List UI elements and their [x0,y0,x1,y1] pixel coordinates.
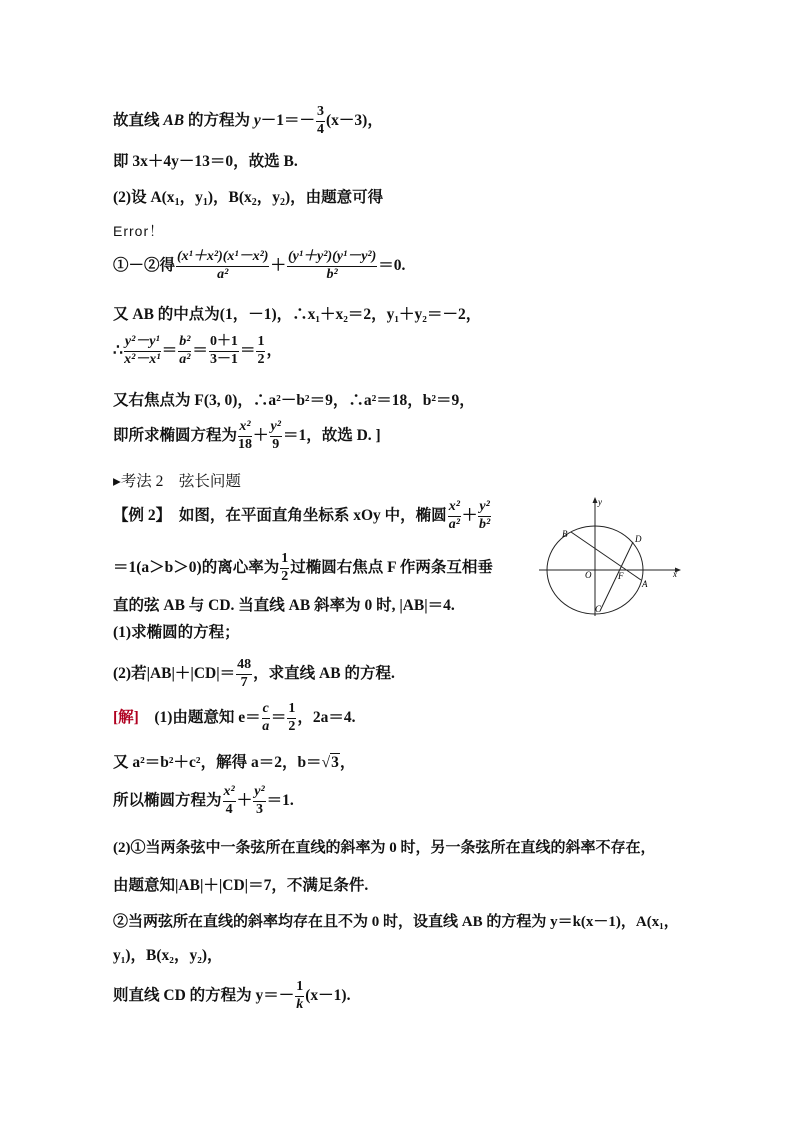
text: 【例 2】 如图，在平面直角坐标系 xOy 中，椭圆 [113,506,447,524]
radicand: 3 [331,754,339,771]
line-ellipse-result [113,420,381,452]
denominator: 3 [255,801,263,817]
subscript: 2 [251,197,257,208]
numerator: 48 [236,658,252,675]
chord-ab [571,532,641,580]
subscript: 1 [202,197,208,208]
line-focus: 又右焦点为 F(3, 0)，∴a²－b²＝9，∴a²＝18，b²＝9， [113,392,475,409]
line-error: Error！ [113,223,165,239]
line-cd-equation [113,980,350,1012]
text: AB [163,111,185,129]
solution-tag: [解] [113,708,139,726]
point-f-label: F [618,571,624,581]
text: ，2a＝4. [297,708,356,726]
fraction [253,785,265,817]
text: ＝ [161,341,178,359]
numerator: b² [178,335,191,352]
numerator: (x¹＋x²)(x¹－x²) [176,250,269,267]
numerator: 3 [316,105,325,122]
line-example [113,500,492,532]
text: ＝1. [266,791,294,809]
origin-label: O [585,570,592,580]
text: 故直线 [113,111,160,129]
y-axis-arrow [593,497,598,503]
text: ∴ [113,341,123,359]
y-axis-label: y [598,497,602,507]
denominator: 4 [317,121,324,137]
question-1: (1)求椭圆的方程； [113,624,240,641]
text: ＋ [270,256,286,274]
numerator: x² [238,420,252,437]
fraction [478,500,490,532]
numerator: 1 [256,335,265,352]
fraction [236,658,252,690]
fraction [280,552,289,584]
denominator: x²－x¹ [124,351,161,367]
line-subtract [113,250,405,282]
fraction [448,500,461,532]
solution-1 [113,702,356,734]
question-2 [113,658,395,690]
numerator: (y¹＋y²)(y¹－y²) [287,250,377,267]
denominator: a² [217,266,229,282]
solution-2-case-2: ②当两弦所在直线的斜率均存在且不为 0 时，设直线 AB 的方程为 y＝k(x－1)，A(x₁， [113,914,679,930]
text: )，B(x [207,189,252,206]
ellipse-figure [536,494,686,622]
line-midpoint: 又 AB 的中点为(1，－1)，∴x₁＋x₂＝2，y₁＋y₂＝－2， [113,306,482,323]
text: ， [339,754,356,771]
denominator: a [262,718,270,734]
text: ＋ [253,426,269,444]
text: ＝0. [378,256,406,274]
numerator: x² [448,500,461,517]
denominator: 7 [240,674,248,690]
fraction [238,420,252,452]
solution-2-case-1: (2)①当两条弦中一条弦所在直线的斜率为 0 时，另一条弦所在直线的斜率不存在， [113,840,656,856]
line-points: y₁)，B(x₂，y₂)， [113,947,223,964]
line-solve-ab [113,755,355,771]
subscript: 1 [174,197,180,208]
text: ＋ [461,506,478,524]
fraction [262,702,270,734]
denominator: 3－1 [209,351,238,367]
line-set-points [113,190,383,208]
line-answer-b: 即 3x＋4y－13＝0，故选 B. [113,153,298,170]
text: ＝1(a＞b＞0)的离心率为 [113,558,280,576]
fraction [316,105,325,137]
line-not-satisfy: 由题意知|AB|＋|CD|＝7，不满足条件. [113,877,369,894]
text: (1)由题意知 e＝ [138,708,261,726]
text: ＋ [236,791,253,809]
fraction [295,980,304,1012]
text: ＝ [239,341,256,359]
numerator: x² [223,785,236,802]
denominator: 2 [257,351,265,367]
text: ，y [179,189,203,206]
denominator: 2 [281,568,289,584]
point-d-label: D [635,534,642,544]
text: 过椭圆右焦点 F 作两条互相垂 [290,558,493,576]
numerator: c [262,702,270,719]
denominator: 2 [288,718,296,734]
denominator: b² [479,516,491,532]
numerator: y² [478,500,490,517]
fraction [287,250,377,282]
denominator: 4 [225,801,233,817]
numerator: y² [253,785,265,802]
subscript: 2 [280,197,286,208]
text: －1＝－ [260,111,315,129]
text: ，求直线 AB 的方程. [253,664,395,682]
text: 又 a²＝b²＋c²，解得 a＝2，b＝ [113,754,322,771]
denominator: 9 [272,436,280,452]
line-slope [113,335,282,367]
fraction [270,420,282,452]
fraction [176,250,269,282]
denominator: a² [179,351,191,367]
text: 的方程为 [187,111,250,129]
point-b-label: B [562,529,568,539]
point-c-label: C [595,604,602,614]
fraction [178,335,191,367]
fraction [124,335,161,367]
line-chords: 直的弦 AB 与 CD. 当直线 AB 斜率为 0 时, |AB|＝4. [113,597,455,614]
numerator: 0＋1 [209,335,239,352]
fraction [223,785,236,817]
fraction [287,702,296,734]
fraction [209,335,239,367]
line-ab-equation [113,105,383,137]
section-heading: ▸考法 2 弦长问题 [113,473,241,490]
text: (x－1). [305,986,351,1004]
fraction [256,335,265,367]
text: ，y [256,189,281,206]
line-eccentricity [113,552,493,584]
text: (x－3)， [326,111,383,129]
numerator: y²－y¹ [124,335,161,352]
x-axis-label: x [673,569,677,579]
denominator: 18 [238,436,253,452]
denominator: k [296,996,304,1012]
text: ＝1，故选 D. ] [282,426,381,444]
text: 所以椭圆方程为 [113,791,222,809]
text: )，由题意可得 [285,189,384,206]
text: y [253,111,261,129]
numerator: 1 [287,702,296,719]
text: ， [266,341,282,359]
text: 即所求椭圆方程为 [113,426,238,444]
chord-cd [600,542,633,611]
line-ellipse-equation [113,785,294,817]
text: ＝ [270,708,287,726]
text: ①－②得 [113,256,176,274]
numerator: 1 [295,980,304,997]
denominator: b² [326,266,338,282]
sqrt-sign: √ [321,754,331,771]
numerator: 1 [280,552,289,569]
point-a-label: A [642,579,648,589]
text: (2)若|AB|＋|CD|＝ [113,664,236,682]
text: ＝ [192,341,208,359]
text: 则直线 CD 的方程为 y＝－ [113,986,295,1004]
denominator: a² [448,516,460,532]
numerator: y² [270,420,282,437]
text: (2)设 A(x [113,189,175,206]
